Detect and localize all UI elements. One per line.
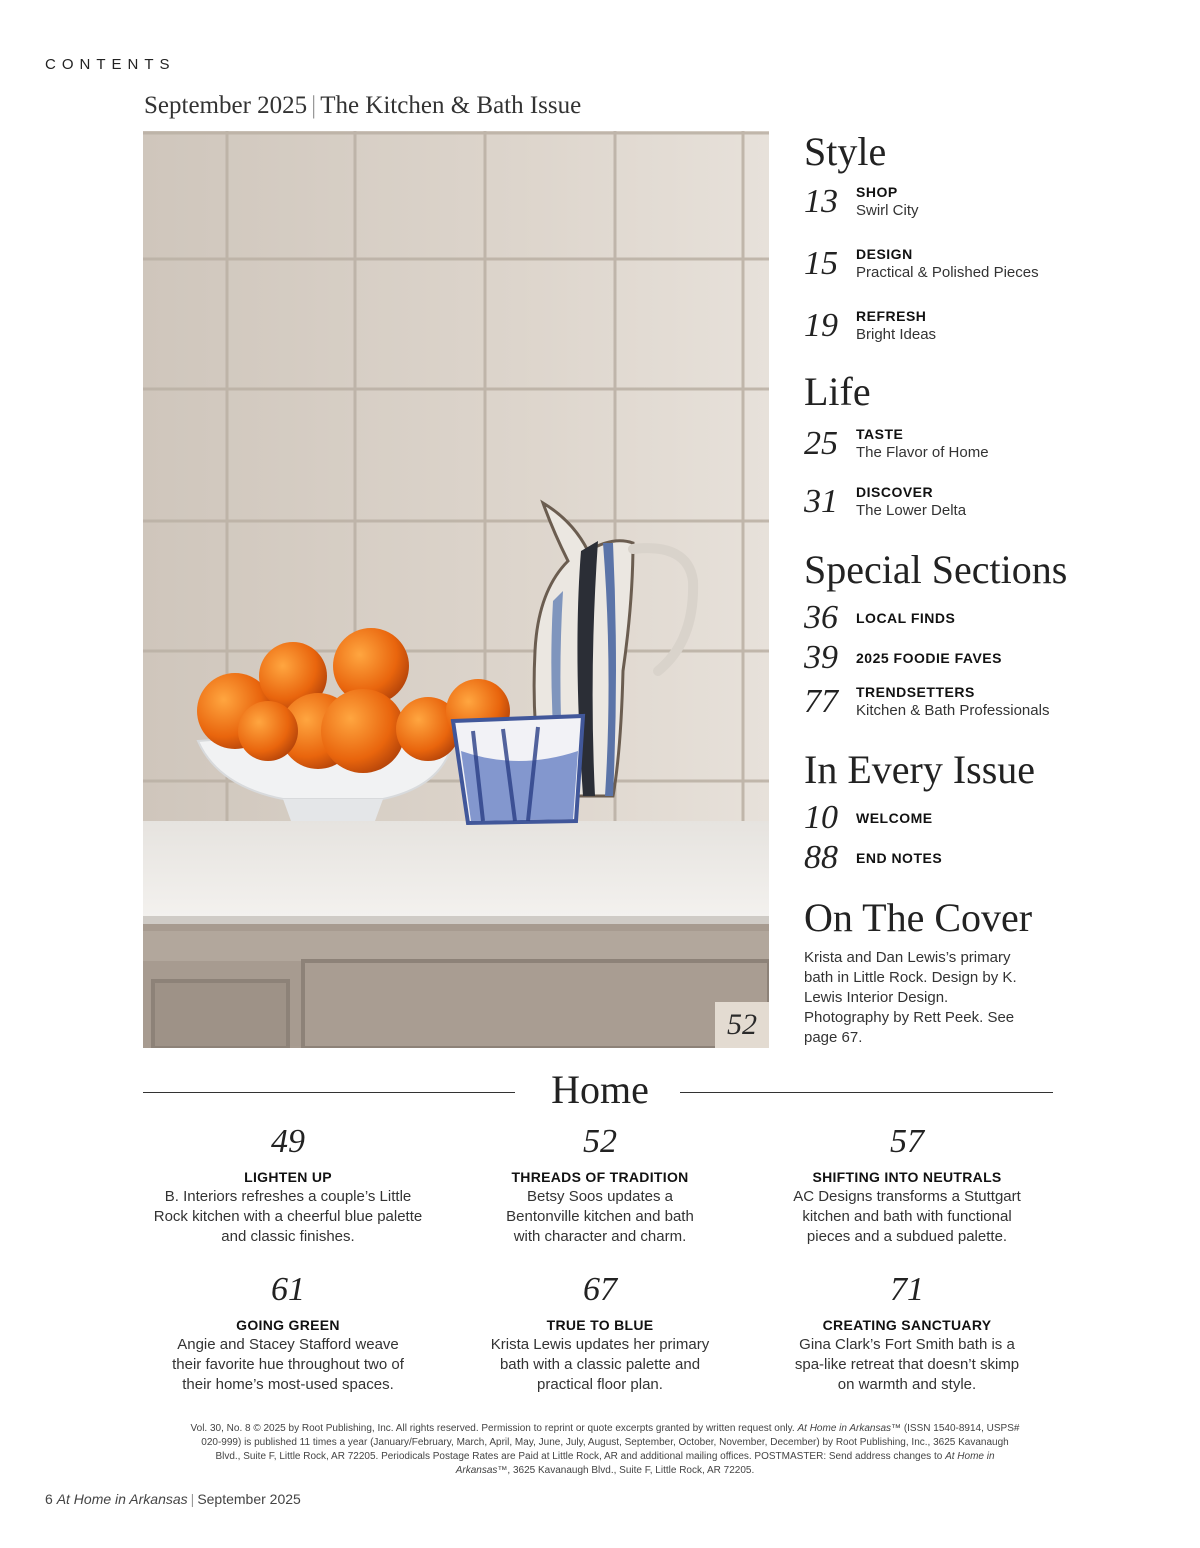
feature-description: Betsy Soos updates a Bentonville kitchen and bath with character and charm. [506,1188,694,1245]
feature-description: AC Designs transforms a Stuttgart kitchen and bath with functional pieces and a subdued palette. [793,1188,1021,1245]
entry-title: Practical & Polished Pieces [856,264,1039,281]
section-title: Style [804,129,887,174]
home-section-title: Home [551,1067,649,1112]
feature-description: B. Interiors refreshes a couple’s Little Rock kitchen with a cheerful blue palette and classic finishes. [153,1188,423,1245]
feature-category: CREATING SANCTUARY [822,1317,992,1333]
entry-page: 19 [804,307,838,344]
entry-category: SHOP [856,184,898,200]
entry-page: 10 [804,799,838,836]
legal-text: , 3625 Kavanaugh Blvd., Suite F, Little Rock, AR 72205. [507,1465,755,1476]
entry-title: The Lower Delta [856,502,967,519]
legal-publication: At Home in Arkansas™ [797,1423,902,1434]
entry-page: 88 [804,839,838,876]
entry-category: 2025 FOODIE FAVES [856,650,1002,666]
issue-name: The Kitchen & Bath Issue [320,92,582,119]
home-feature[interactable] [138,1270,438,1395]
feature-description: Krista Lewis updates her primary bath with a classic palette and practical floor plan. [490,1336,710,1393]
contents-entry[interactable] [804,424,1184,464]
legal-text: (ISSN 1540-8914, USPS# 020-999) is published 11 times a year (January/February, March, April, May, June, July, August, September, October, November, December) by Root Publishing, Inc., 3625 Kavanaugh Blvd., Suite F, Little Rock, AR 72205. Periodicals Postage Rates are Paid at Little Rock, AR and additional mailing offices. POSTMASTER: Send address changes to [201,1423,1020,1462]
feature-page: 57 [890,1123,924,1160]
contents-entry[interactable] [804,182,1184,222]
entry-page: 31 [804,483,838,520]
feature-page: 52 [583,1123,617,1160]
feature-category: TRUE TO BLUE [546,1317,654,1333]
contents-entry[interactable] [804,244,1184,284]
cover-title: On The Cover [804,895,1033,940]
folio-separator: | [190,1491,195,1507]
issue-date: September 2025 [144,92,308,119]
entry-category: DISCOVER [856,484,934,500]
folio-date: September 2025 [197,1491,301,1507]
feature-description: Gina Clark’s Fort Smith bath is a spa-like retreat that doesn’t skimp on warmth and style. [794,1336,1020,1393]
feature-description: Angie and Stacey Stafford weave their favorite hue throughout two of their home’s most-used spaces. [172,1336,404,1393]
entry-title: Bright Ideas [856,326,937,343]
contents-entry[interactable] [804,838,1184,878]
entry-category: REFRESH [856,308,927,324]
entry-page: 39 [804,639,838,676]
feature-page: 71 [890,1271,924,1308]
feature-category: SHIFTING INTO NEUTRALS [812,1169,1002,1185]
section-special [804,544,1184,722]
entry-category: END NOTES [856,850,943,866]
entry-category: WELCOME [856,810,933,826]
entry-category: LOCAL FINDS [856,610,956,626]
feature-page: 67 [583,1271,617,1308]
home-feature[interactable] [757,1270,1057,1395]
section-cover [804,892,1184,1048]
section-title: Life [804,369,871,414]
legal-text: Vol. 30, No. 8 © 2025 by Root Publishing, Inc. All rights reserved. Permission to reprint or quote excerpts granted by written request only. [190,1423,798,1434]
entry-title: The Flavor of Home [856,444,989,461]
entry-title: Swirl City [856,202,919,219]
legal-notice [190,1422,1020,1478]
feature-category: GOING GREEN [236,1317,340,1333]
cover-description: Krista and Dan Lewis’s primary bath in Little Rock. Design by K. Lewis Interior Design. Photography by Rett Peek. See page 67. [804,949,1017,1046]
feature-photo[interactable] [143,131,769,1048]
home-feature[interactable] [450,1270,750,1395]
entry-page: 77 [804,683,838,720]
home-feature[interactable] [757,1122,1057,1247]
kitchen-still-life-image [143,131,769,1048]
entry-title: Kitchen & Bath Professionals [856,702,1050,719]
entry-page: 13 [804,183,838,220]
issue-separator: | [311,92,317,119]
contents-sidebar [804,126,1184,1048]
legal-publication: At Home in Arkansas™ [455,1451,995,1476]
contents-entry[interactable] [804,798,1184,838]
contents-entry[interactable] [804,482,1184,522]
section-title: In Every Issue [804,747,1036,792]
section-life [804,366,1184,522]
folio-publication: At Home in Arkansas [56,1491,188,1507]
home-feature[interactable] [138,1122,438,1247]
home-feature[interactable] [450,1122,750,1247]
contents-entry[interactable] [804,306,1184,346]
entry-category: TRENDSETTERS [856,684,975,700]
feature-category: THREADS OF TRADITION [511,1169,689,1185]
folio-page: 6 [45,1491,53,1507]
entry-page: 25 [804,425,838,462]
contents-kicker: CONTENTS [45,56,176,73]
feature-category: LIGHTEN UP [244,1169,332,1185]
contents-entry[interactable] [804,638,1184,678]
photo-page-badge[interactable]: 52 [715,1002,769,1048]
contents-entry[interactable] [804,598,1184,638]
entry-category: TASTE [856,426,904,442]
section-style [804,126,1184,346]
entry-page: 36 [804,599,838,636]
contents-entry[interactable] [804,682,1184,722]
section-title: Special Sections [804,547,1068,592]
section-every-issue [804,744,1184,878]
issue-line [144,92,581,120]
entry-category: DESIGN [856,246,913,262]
feature-page: 61 [271,1271,305,1308]
feature-page: 49 [271,1123,305,1160]
entry-page: 15 [804,245,838,282]
folio [45,1491,301,1507]
